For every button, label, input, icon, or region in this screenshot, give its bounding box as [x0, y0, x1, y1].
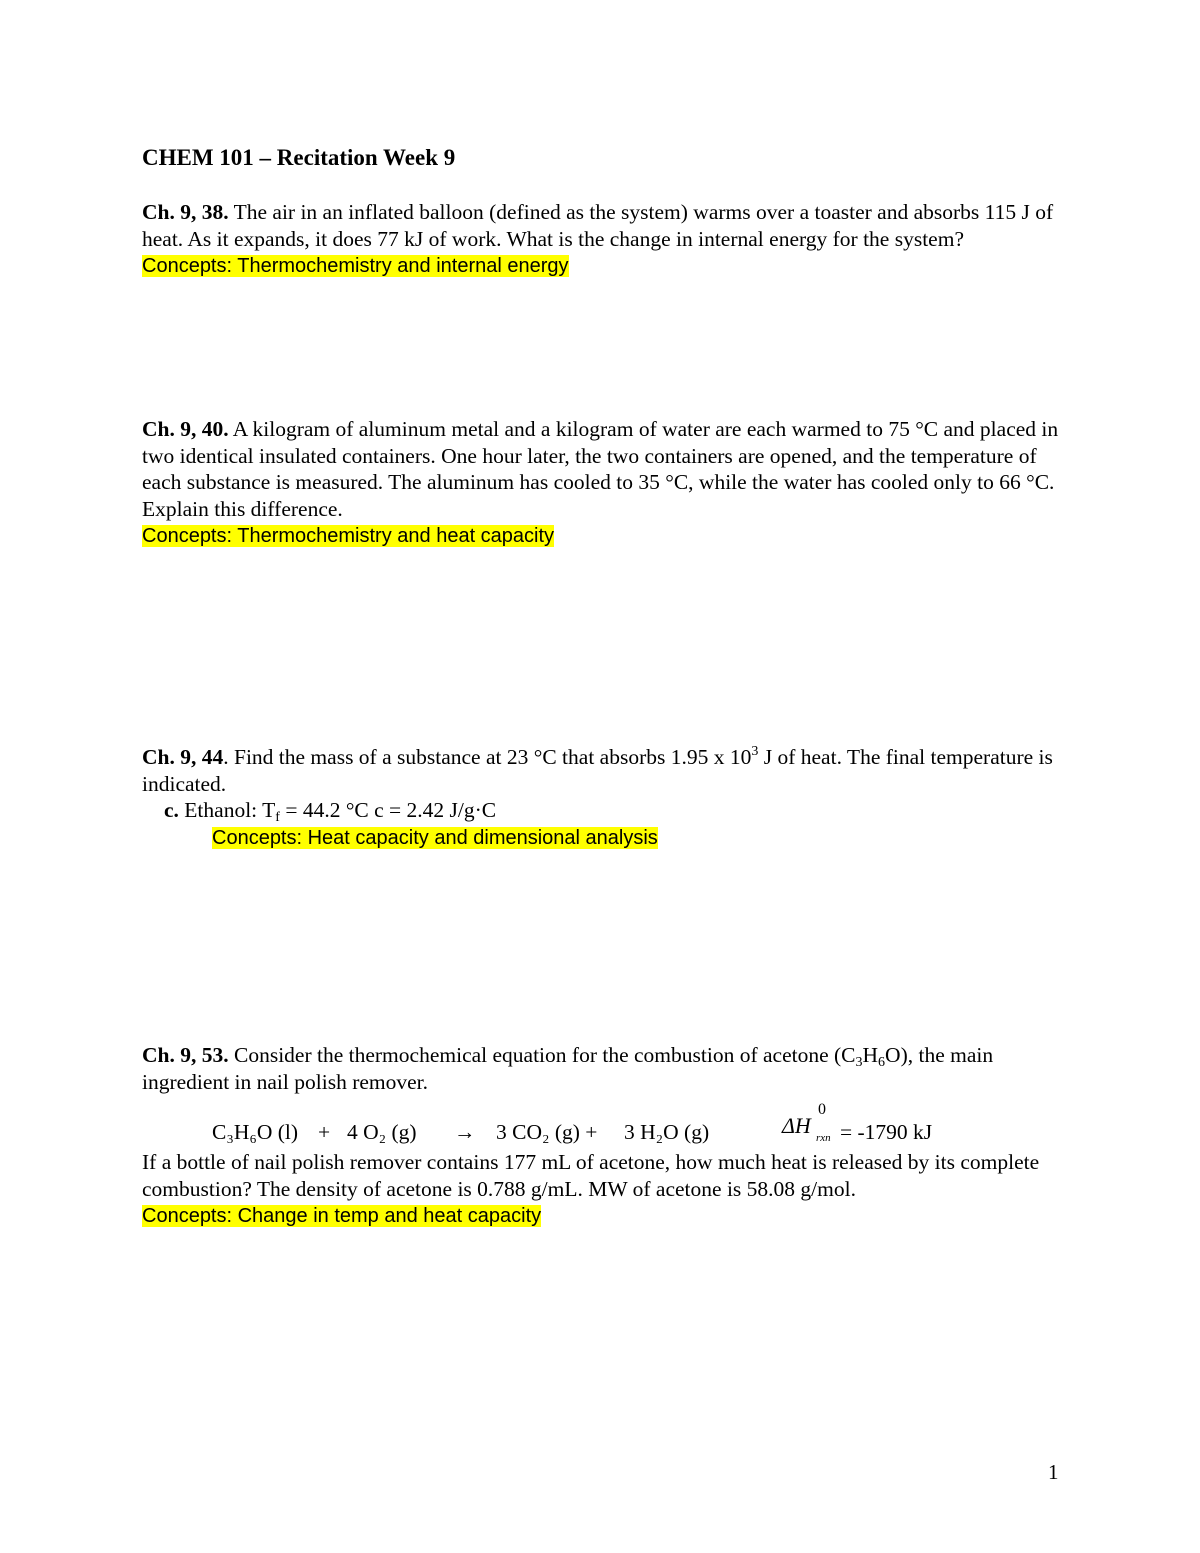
product-water: 3 H₂O (g): [624, 1120, 710, 1145]
problem-body-b: J of heat. The final temperature is indicated.: [142, 745, 1053, 796]
concept-highlight: Concepts: Thermochemistry and heat capacity: [142, 525, 555, 548]
problem-number: Ch. 9, 44: [142, 745, 224, 769]
part-text-b: = 44.2 °C c = 2.42 J/g·C: [279, 798, 497, 823]
problem-number: Ch. 9, 40.: [142, 417, 229, 441]
exponent: 3: [751, 744, 759, 759]
problem-body-b: H: [862, 1043, 879, 1067]
page-title: CHEM 101 – Recitation Week 9: [142, 145, 456, 170]
problem-body-after: If a bottle of nail polish remover contains 177 mL of acetone, how much heat is released by its complete combustion? The density of acetone is 0.788 g/mL. MW of acetone is 58.08 g/mol.: [142, 1150, 1040, 1201]
problem-38: [142, 199, 1072, 280]
standard-superscript: 0: [818, 1101, 826, 1119]
enthalpy-change: [782, 1095, 982, 1145]
reactant-oxygen: 4 O₂ (g): [347, 1120, 417, 1145]
product-co2: 3 CO₂ (g) +: [496, 1120, 598, 1145]
problem-40: [142, 416, 1072, 550]
problem-text: [142, 1042, 1072, 1095]
problem-body: The air in an inflated balloon (defined as the system) warms over a toaster and absorbs 115 J of heat. As it expands, it does 77 kJ of work. What is the change in internal energy for the system?: [142, 200, 1054, 251]
reactant-acetone: C₃H₆O (l): [212, 1120, 299, 1145]
problem-text: [142, 744, 1072, 797]
problem-number: Ch. 9, 53.: [142, 1043, 229, 1067]
part-label: c.: [164, 798, 179, 823]
page-number: 1: [1048, 1460, 1059, 1484]
concept-highlight: Concepts: Heat capacity and dimensional analysis: [212, 826, 658, 849]
plus-sign: +: [318, 1120, 331, 1145]
thermochemical-equation: [142, 1095, 1072, 1149]
rxn-subscript: rxn: [816, 1132, 831, 1145]
problem-number: Ch. 9, 38.: [142, 200, 229, 224]
part-subscript: f: [275, 810, 280, 826]
problem-text: [142, 416, 1072, 522]
enthalpy-value: = -1790 kJ: [840, 1120, 933, 1145]
problem-44: [142, 744, 1072, 851]
problem-body-a: Consider the thermochemical equation for the combustion of acetone (C: [228, 1043, 856, 1067]
concept-highlight: Concepts: Change in temp and heat capacity: [142, 1205, 542, 1228]
delta-h: ΔH: [782, 1113, 811, 1139]
problem-part-c: [142, 797, 1072, 824]
problem-text: [142, 199, 1072, 252]
part-text-a: Ethanol: T: [178, 798, 276, 823]
problem-body-a: . Find the mass of a substance at 23 °C that absorbs 1.95 x 10: [223, 745, 752, 769]
subscript: 3: [855, 1055, 863, 1070]
problem-body-c: O), the main ingredient in nail polish remover.: [142, 1043, 994, 1094]
concept-highlight: Concepts: Thermochemistry and internal energy: [142, 255, 569, 278]
problem-53: [142, 1042, 1072, 1230]
problem-body: A kilogram of aluminum metal and a kilogram of water are each warmed to 75 °C and placed in two identical insulated containers. One hour later, the two containers are opened, and the temperature of each substance is measured. The aluminum has cooled to 35 °C, while the water has cooled only to 66 °C. Explain this difference.: [142, 417, 1059, 521]
arrow-icon: →: [454, 1120, 476, 1145]
subscript: 6: [878, 1055, 886, 1070]
